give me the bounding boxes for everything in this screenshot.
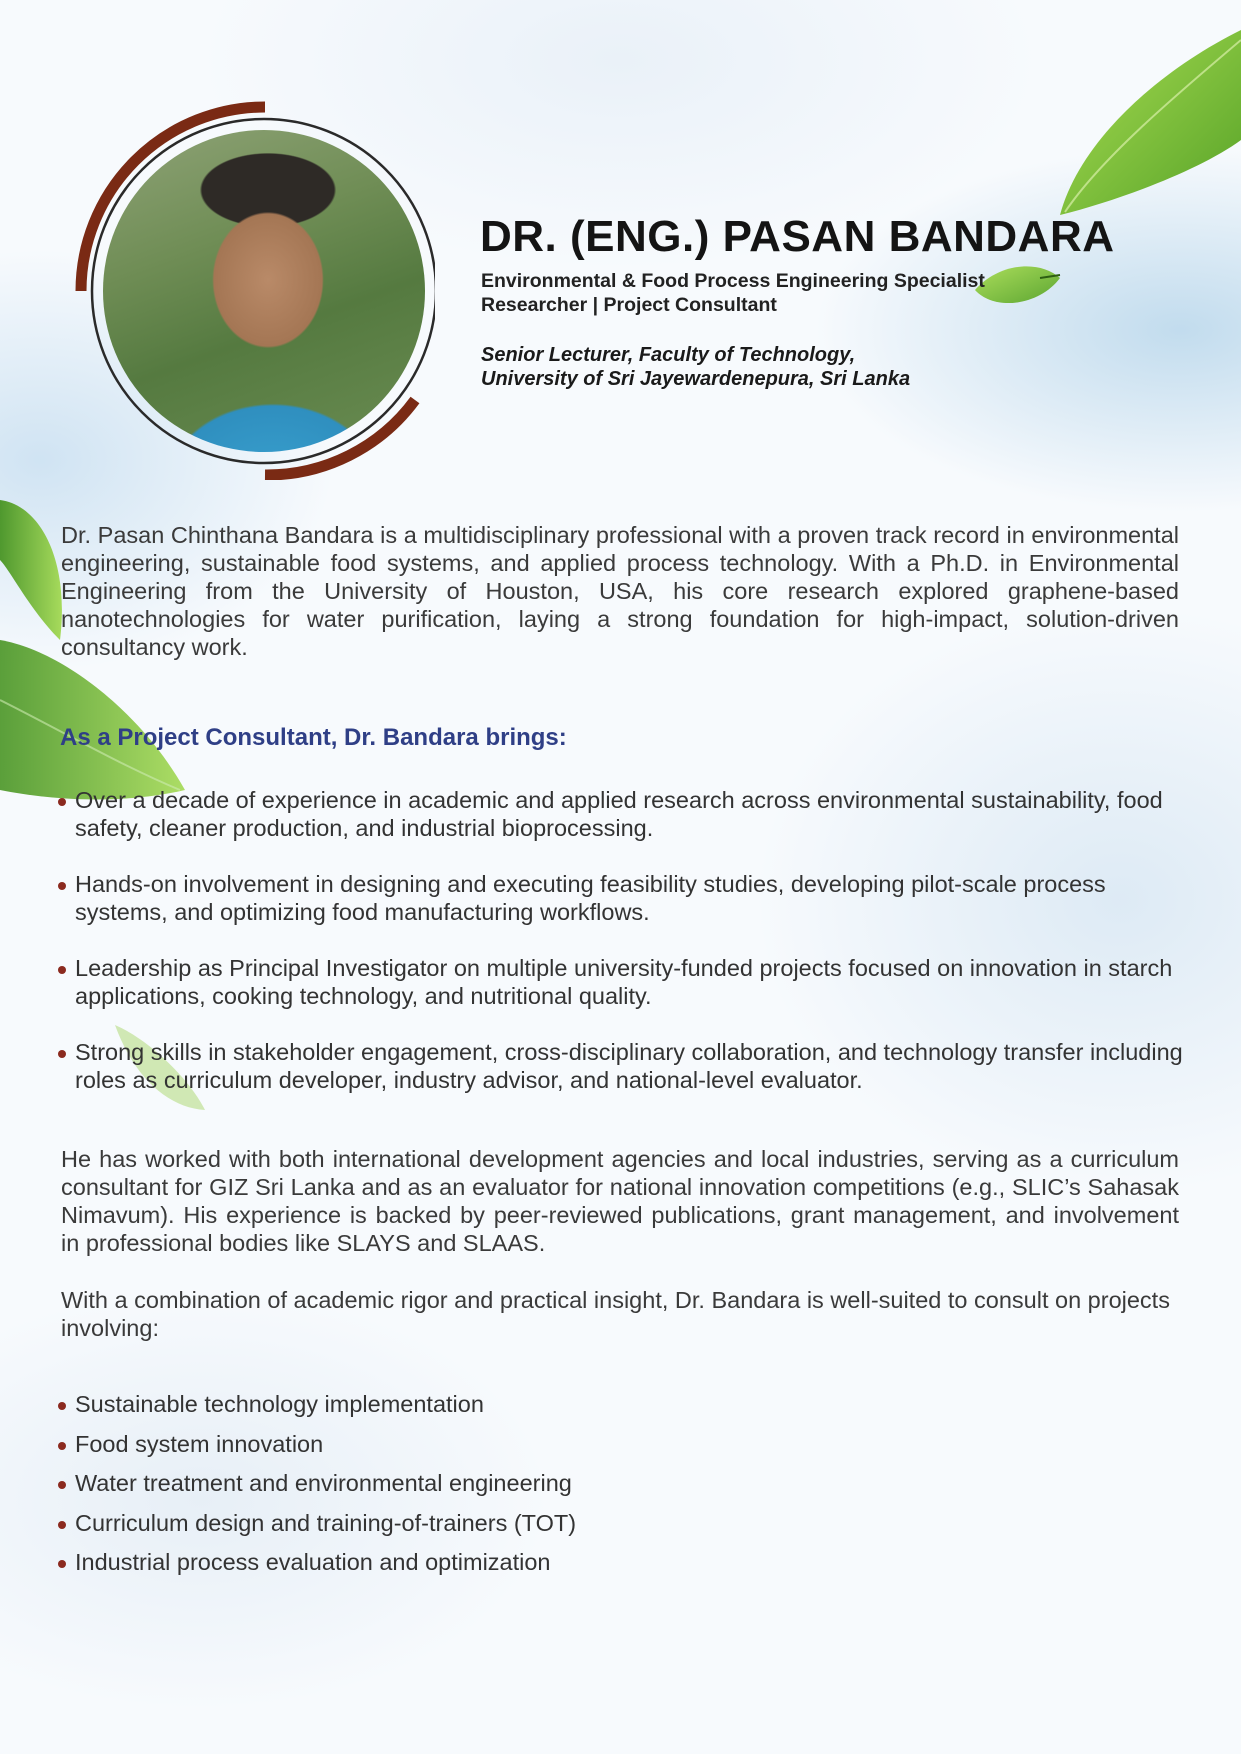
leaf-top-right: [1060, 30, 1241, 215]
bullet-icon: [58, 966, 66, 974]
list-item: Over a decade of experience in academic and applied research across environmental sustainability, food safety, cleaner production, and industrial bioprocessing.: [58, 786, 1188, 842]
bullet-icon: [58, 1521, 66, 1529]
list-item: Food system innovation: [58, 1430, 1188, 1458]
list-item: Hands-on involvement in designing and executing feasibility studies, developing pilot-scale process systems, and optimizing food manufacturing workflows.: [58, 870, 1188, 926]
bullet-icon: [58, 1402, 66, 1410]
profile-name: DR. (ENG.) PASAN BANDARA: [480, 212, 1115, 261]
leaf-left-large: [0, 640, 185, 799]
bullet-icon: [58, 1442, 66, 1450]
list-item: Leadership as Principal Investigator on multiple university-funded projects focused on innovation in starch applications, cooking technology, and nutritional quality.: [58, 954, 1188, 1010]
profile-position-line2: University of Sri Jayewardenepura, Sri Lanka: [481, 368, 911, 390]
list-item: Sustainable technology implementation: [58, 1390, 1188, 1418]
bullet-icon: [58, 1050, 66, 1058]
bullet-icon: [58, 1481, 66, 1489]
profile-photo: [103, 130, 425, 452]
profile-photo-frame: [75, 100, 435, 480]
profile-role-line1: Environmental & Food Process Engineering Specialist: [481, 270, 985, 292]
list-item: Water treatment and environmental engineering: [58, 1469, 1188, 1497]
bullet-icon: [58, 882, 66, 890]
leaf-left-upper: [0, 500, 62, 640]
list-item: Industrial process evaluation and optimization: [58, 1548, 1188, 1576]
consultant-heading: As a Project Consultant, Dr. Bandara brings:: [60, 724, 567, 751]
bullet-icon: [58, 798, 66, 806]
experience-paragraph: He has worked with both international development agencies and local industries, serving as a curriculum consultant for GIZ Sri Lanka and as an evaluator for national innovation competitions (e.g., SLIC’s Sahasak Nimavum). His experience is backed by peer-reviewed publications, grant management, and involvement in professional bodies like SLAYS and SLAAS.: [61, 1146, 1179, 1256]
intro-paragraph: Dr. Pasan Chinthana Bandara is a multidisciplinary professional with a proven track record in environmental engineering, sustainable food systems, and applied process technology. With a Ph.D. in Environmental Engineering from the University of Houston, USA, his core research explored graphene-based nanotechnologies for water purification, laying a strong foundation for high-impact, solution-driven consultancy work.: [61, 522, 1179, 660]
profile-role-line2: Researcher | Project Consultant: [481, 294, 777, 316]
list-item: Strong skills in stakeholder engagement, cross-disciplinary collaboration, and technology transfer including roles as curriculum developer, industry advisor, and national-level evaluator.: [58, 1038, 1188, 1094]
bullet-icon: [58, 1560, 66, 1568]
consultant-points-list: [58, 786, 1188, 1122]
list-item: Curriculum design and training-of-trainers (TOT): [58, 1509, 1188, 1537]
summary-paragraph: With a combination of academic rigor and practical insight, Dr. Bandara is well-suited to consult on projects involving:: [61, 1287, 1170, 1341]
leaf-small-title: [975, 266, 1060, 303]
profile-position-line1: Senior Lecturer, Faculty of Technology,: [481, 344, 856, 366]
project-areas-list: [58, 1390, 1188, 1588]
